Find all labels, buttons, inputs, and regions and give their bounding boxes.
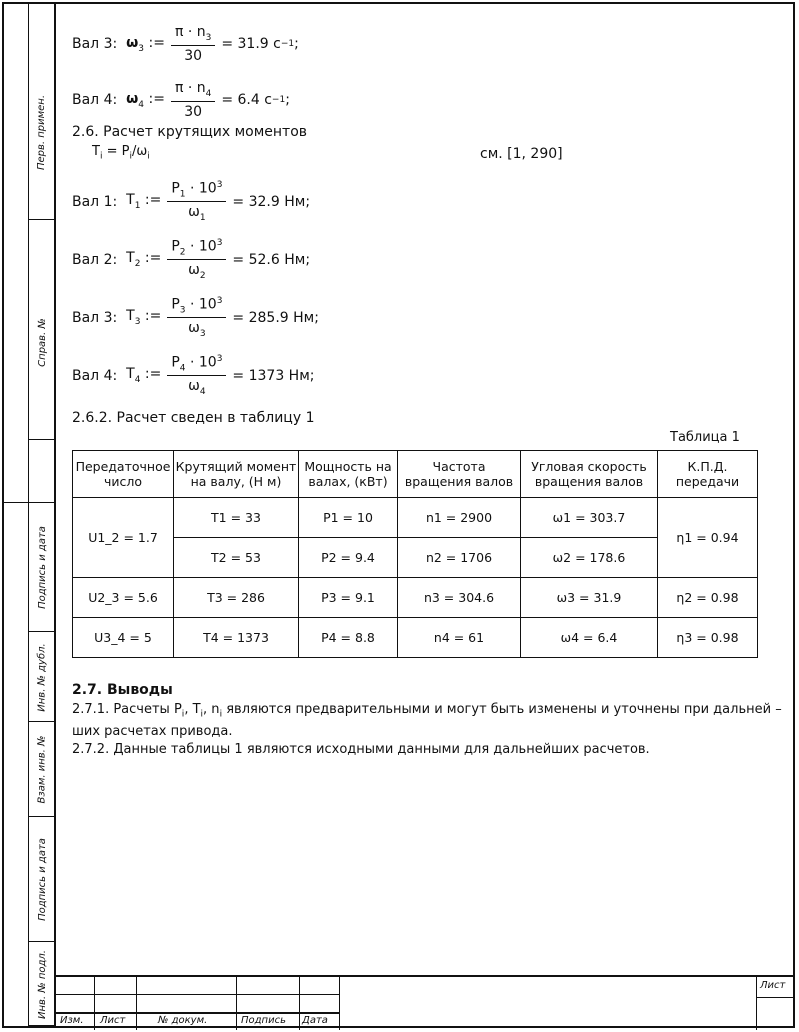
sidebar-label: Взам. инв. № [36, 735, 48, 804]
table-header: Угловая скорость вращения валов [521, 451, 658, 498]
table-row [73, 538, 758, 578]
table-cell: ω3 = 31.9 [521, 578, 658, 618]
formula-omega-4: Вал 4: $\omega_4$ := $\frac{\pi \cdot n_4}{30}$ = 6.4 с −1 ; [72, 80, 290, 120]
table-header: Частота вращения валов [398, 451, 521, 498]
table-cell: P1 = 10 [299, 498, 398, 538]
torque-general-formula: $T_i = P_i/\omega_i$ [92, 144, 150, 162]
table-cell: T1 = 33 [174, 498, 299, 538]
stamp-label: Лист [100, 1015, 126, 1026]
table-header: Мощность на валах, (кВт) [299, 451, 398, 498]
table-row [73, 618, 758, 658]
table-header: Крутящий момент на валу, (Н м) [174, 451, 299, 498]
table-cell: n3 = 304.6 [398, 578, 521, 618]
section-heading: 2.7. Выводы [72, 682, 173, 698]
table-cell: n2 = 1706 [398, 538, 521, 578]
sidebar-label: Инв. № дубл. [36, 642, 48, 712]
table-cell: η3 = 0.98 [658, 618, 758, 658]
left-sidebar [2, 2, 56, 1028]
table-cell: n4 = 61 [398, 618, 521, 658]
table-cell: U2_3 = 5.6 [73, 578, 174, 618]
table-cell: T4 = 1373 [174, 618, 299, 658]
table-cell: ω4 = 6.4 [521, 618, 658, 658]
table-cell: U1_2 = 1.7 [73, 498, 174, 578]
table-row [73, 498, 758, 538]
formula-omega-3: Вал 3: $\omega_3$ := $\frac{\pi \cdot n_3}{30}$ = 31.9 с −1 ; [72, 24, 299, 64]
table-cell: η2 = 0.98 [658, 578, 758, 618]
formula-torque-1: Вал 1: $T_1$ := $\frac{P_1 \cdot 10^3}{\omega_1}$ = 32.9 Нм; [72, 180, 311, 224]
sidebar-label: Подпись и дата [36, 525, 48, 609]
title-block [56, 975, 795, 1030]
stamp-label: Подпись [241, 1015, 286, 1026]
table-cell: P4 = 8.8 [299, 618, 398, 658]
table-cell: n1 = 2900 [398, 498, 521, 538]
formula-torque-4: Вал 4: $T_4$ := $\frac{P_4 \cdot 10^3}{\omega_4}$ = 1373 Нм; [72, 354, 315, 398]
table-caption: Таблица 1 [670, 430, 740, 445]
table-cell: ω2 = 178.6 [521, 538, 658, 578]
paragraph: 2.7.1. Расчеты $P_i$, $T_i$, $n_i$ являются предварительными и могут быть изменены и уточнены при дальней – [72, 702, 782, 720]
table-cell: η1 = 0.94 [658, 498, 758, 578]
table-cell: P2 = 9.4 [299, 538, 398, 578]
sidebar-label: Справ. № [36, 317, 48, 367]
sidebar-label: Инв. № подл. [36, 950, 48, 1019]
table-cell: U3_4 = 5 [73, 618, 174, 658]
paragraph: ших расчетах привода. [72, 724, 233, 739]
sidebar-label: Подпись и дата [36, 838, 48, 921]
stamp-label: Дата [302, 1015, 328, 1026]
table-cell: T2 = 53 [174, 538, 299, 578]
table-header-row [73, 451, 758, 498]
table-header: Передаточное число [73, 451, 174, 498]
table-header: К.П.Д. передачи [658, 451, 758, 498]
summary-table [72, 450, 758, 658]
table-cell: T3 = 286 [174, 578, 299, 618]
table-row [73, 578, 758, 618]
sheet-label: Лист [760, 980, 786, 991]
formula-torque-2: Вал 2: $T_2$ := $\frac{P_2 \cdot 10^3}{\omega_2}$ = 52.6 Нм; [72, 238, 311, 282]
section-heading: 2.6.2. Расчет сведен в таблицу 1 [72, 410, 315, 426]
paragraph: 2.7.2. Данные таблицы 1 являются исходными данными для дальнейших расчетов. [72, 742, 650, 757]
stamp-label: Изм. [60, 1015, 84, 1026]
stamp-label: № докум. [158, 1015, 208, 1026]
formula-torque-3: Вал 3: $T_3$ := $\frac{P_3 \cdot 10^3}{\omega_3}$ = 285.9 Нм; [72, 296, 319, 340]
table-cell: ω1 = 303.7 [521, 498, 658, 538]
reference: см. [1, 290] [480, 146, 563, 162]
table-cell: P3 = 9.1 [299, 578, 398, 618]
section-heading: 2.6. Расчет крутящих моментов [72, 124, 308, 140]
sidebar-label: Перв. примен. [36, 94, 48, 170]
